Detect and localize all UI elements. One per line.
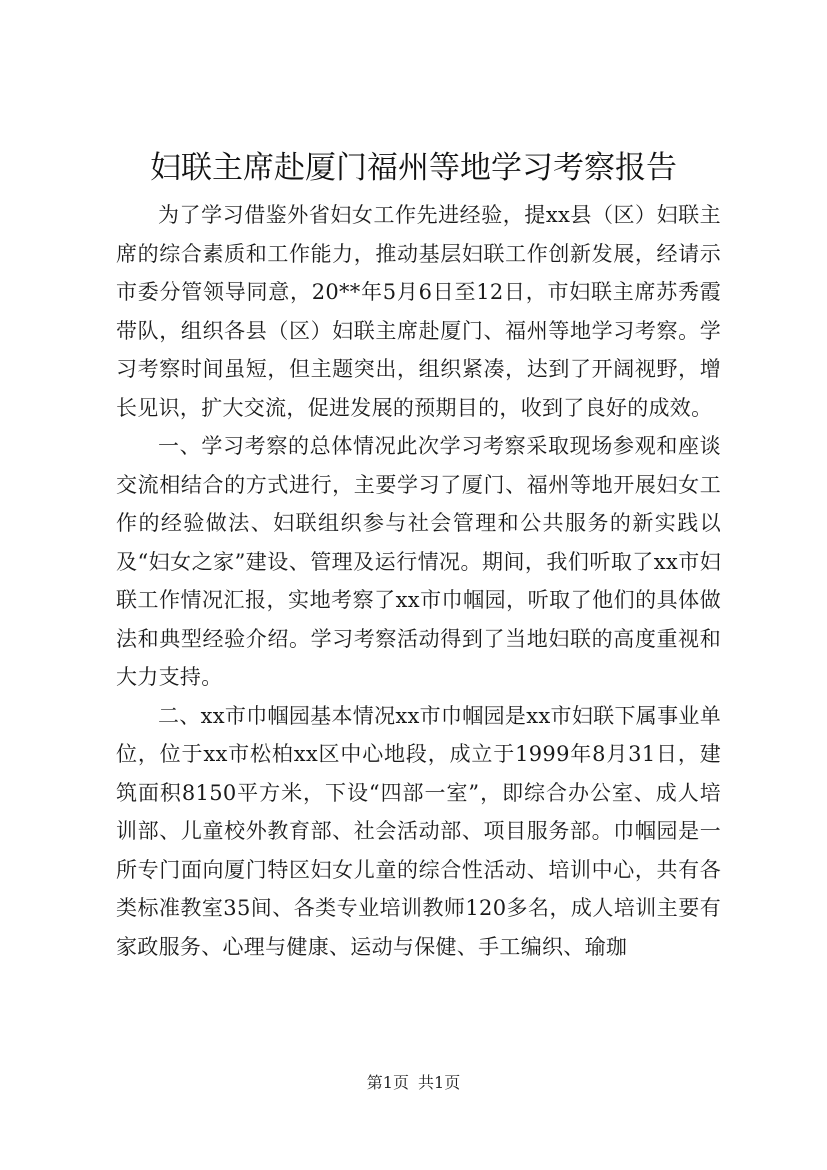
paragraph-intro: 为了学习借鉴外省妇女工作先进经验，提xx县（区）妇联主席的综合素质和工作能力，推动基层妇联工作创新发展，经请示市委分管领导同意，20**年5月6日至12日，市妇联主席苏秀霞带队，组织各县（区）妇联主席赴厦门、福州等地学习考察。学习考察时间虽短，但主题突出，组织紧凑，达到了开阔视野，增长见识，扩大交流，促进发展的预期目的，收到了良好的成效。 (116, 203, 721, 420)
page-footer (0, 1073, 827, 1093)
document-body (116, 196, 721, 966)
paragraph-overview: 一、学习考察的总体情况此次学习考察采取现场参观和座谈交流相结合的方式进行，主要学习了厦门、福州等地开展妇女工作的经验做法、妇联组织参与社会管理和公共服务的新实践以及“妇女之家”建设、管理及运行情况。期间，我们听取了xx市妇联工作情况汇报，实地考察了xx市巾帼园，听取了他们的具体做法和典型经验介绍。学习考察活动得到了当地妇联的高度重视和大力支持。 (116, 434, 721, 689)
page-number: 第1页 (366, 1073, 409, 1092)
document-title: 妇联主席赴厦门福州等地学习考察报告 (150, 150, 677, 186)
page-total: 共1页 (418, 1073, 461, 1092)
paragraph-basic-info: 二、xx市巾帼园基本情况xx市巾帼园是xx市妇联下属事业单位，位于xx市松柏xx区中心地段，成立于1999年8月31日，建筑面积8150平方米，下设“四部一室”，即综合办公室、成人培训部、儿童校外教育部、社会活动部、项目服务部。巾帼园是一所专门面向厦门特区妇女儿童的综合性活动、培训中心，共有各类标准教室35间、各类专业培训教师120多名，成人培训主要有家政服务、心理与健康、运动与保健、手工编织、瑜珈 (116, 703, 721, 959)
